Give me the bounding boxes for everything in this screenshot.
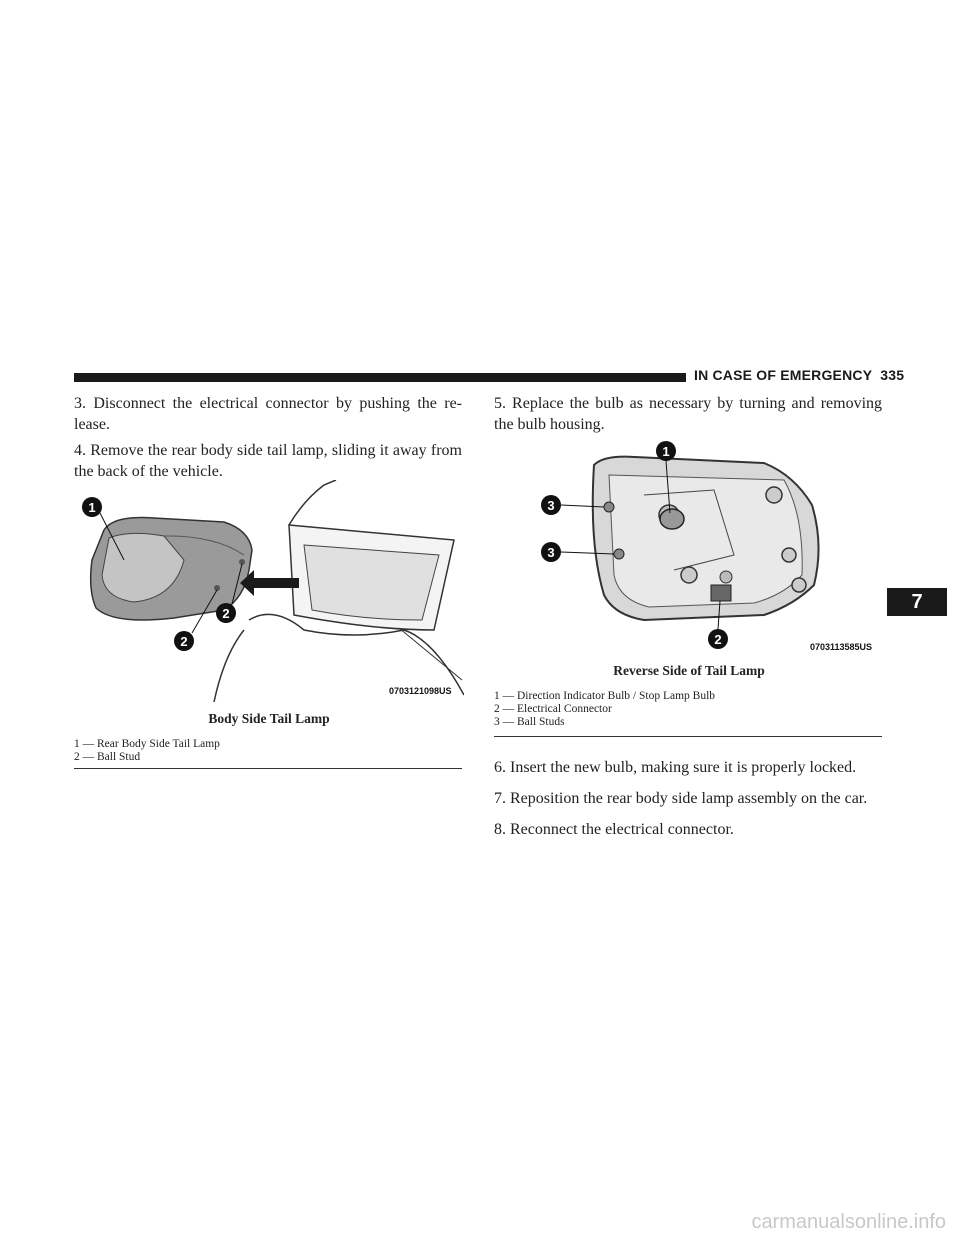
step-text: Remove the rear body side tail lamp, sliding it away from the back of the vehicle. (74, 442, 462, 480)
svg-text:3: 3 (547, 545, 555, 560)
reverse-side-tail-lamp-figure (494, 435, 884, 657)
legend-item: 3 — Ball Studs (494, 716, 565, 728)
step-8 (494, 819, 886, 840)
header-rule (74, 373, 686, 382)
site-watermark: carmanualsonline.info (751, 1211, 946, 1233)
svg-text:2: 2 (222, 606, 230, 621)
step-3 (74, 393, 462, 435)
legend-item: 1 — Direction Indicator Bulb / Stop Lamp Bulb (494, 690, 716, 702)
step-text: Replace the bulb as necessary by turning and removing the bulb housing. (494, 395, 883, 433)
figure-1-caption: Body Side Tail Lamp (208, 711, 330, 726)
running-header (694, 367, 904, 383)
step-number: 3. (74, 395, 86, 412)
step-text: Reposition the rear body side lamp assembly on the car. (510, 790, 868, 807)
step-number: 7. (494, 790, 506, 807)
legend-item: 1 — Rear Body Side Tail Lamp (74, 738, 220, 750)
step-7 (494, 788, 886, 809)
step-number: 5. (494, 395, 506, 412)
figure-code: 0703113585US (810, 642, 873, 652)
figure-code: 0703121098US (389, 686, 452, 696)
svg-text:2: 2 (714, 632, 722, 647)
electrical-connector (711, 585, 731, 601)
svg-text:2: 2 (180, 634, 188, 649)
legend-item: 2 — Electrical Connector (494, 703, 612, 715)
svg-text:1: 1 (88, 500, 96, 515)
step-6 (494, 757, 886, 778)
figure-1-legend (74, 738, 464, 764)
vehicle-body-outline (289, 480, 336, 525)
step-5 (494, 393, 882, 435)
section-title: IN CASE OF EMERGENCY (694, 367, 873, 383)
svg-text:3: 3 (547, 498, 555, 513)
chapter-tab: 7 (887, 588, 947, 616)
step-number: 6. (494, 759, 506, 776)
step-text: Disconnect the electrical connector by pushing the re-lease. (74, 395, 463, 433)
step-text: Insert the new bulb, making sure it is properly locked. (510, 759, 857, 776)
step-text: Reconnect the electrical connector. (510, 821, 734, 838)
figure-2-rule (494, 736, 882, 737)
figure-1-rule (74, 768, 462, 769)
bulb-socket (660, 509, 684, 529)
legend-item: 2 — Ball Stud (74, 751, 141, 763)
step-number: 8. (494, 821, 506, 838)
step-4 (74, 440, 462, 482)
figure-2-legend (494, 690, 884, 729)
body-side-tail-lamp-figure (74, 480, 464, 702)
step-number: 4. (74, 442, 86, 459)
svg-text:1: 1 (662, 444, 670, 459)
page-number: 335 (880, 367, 905, 383)
figure-2-caption: Reverse Side of Tail Lamp (613, 663, 765, 678)
